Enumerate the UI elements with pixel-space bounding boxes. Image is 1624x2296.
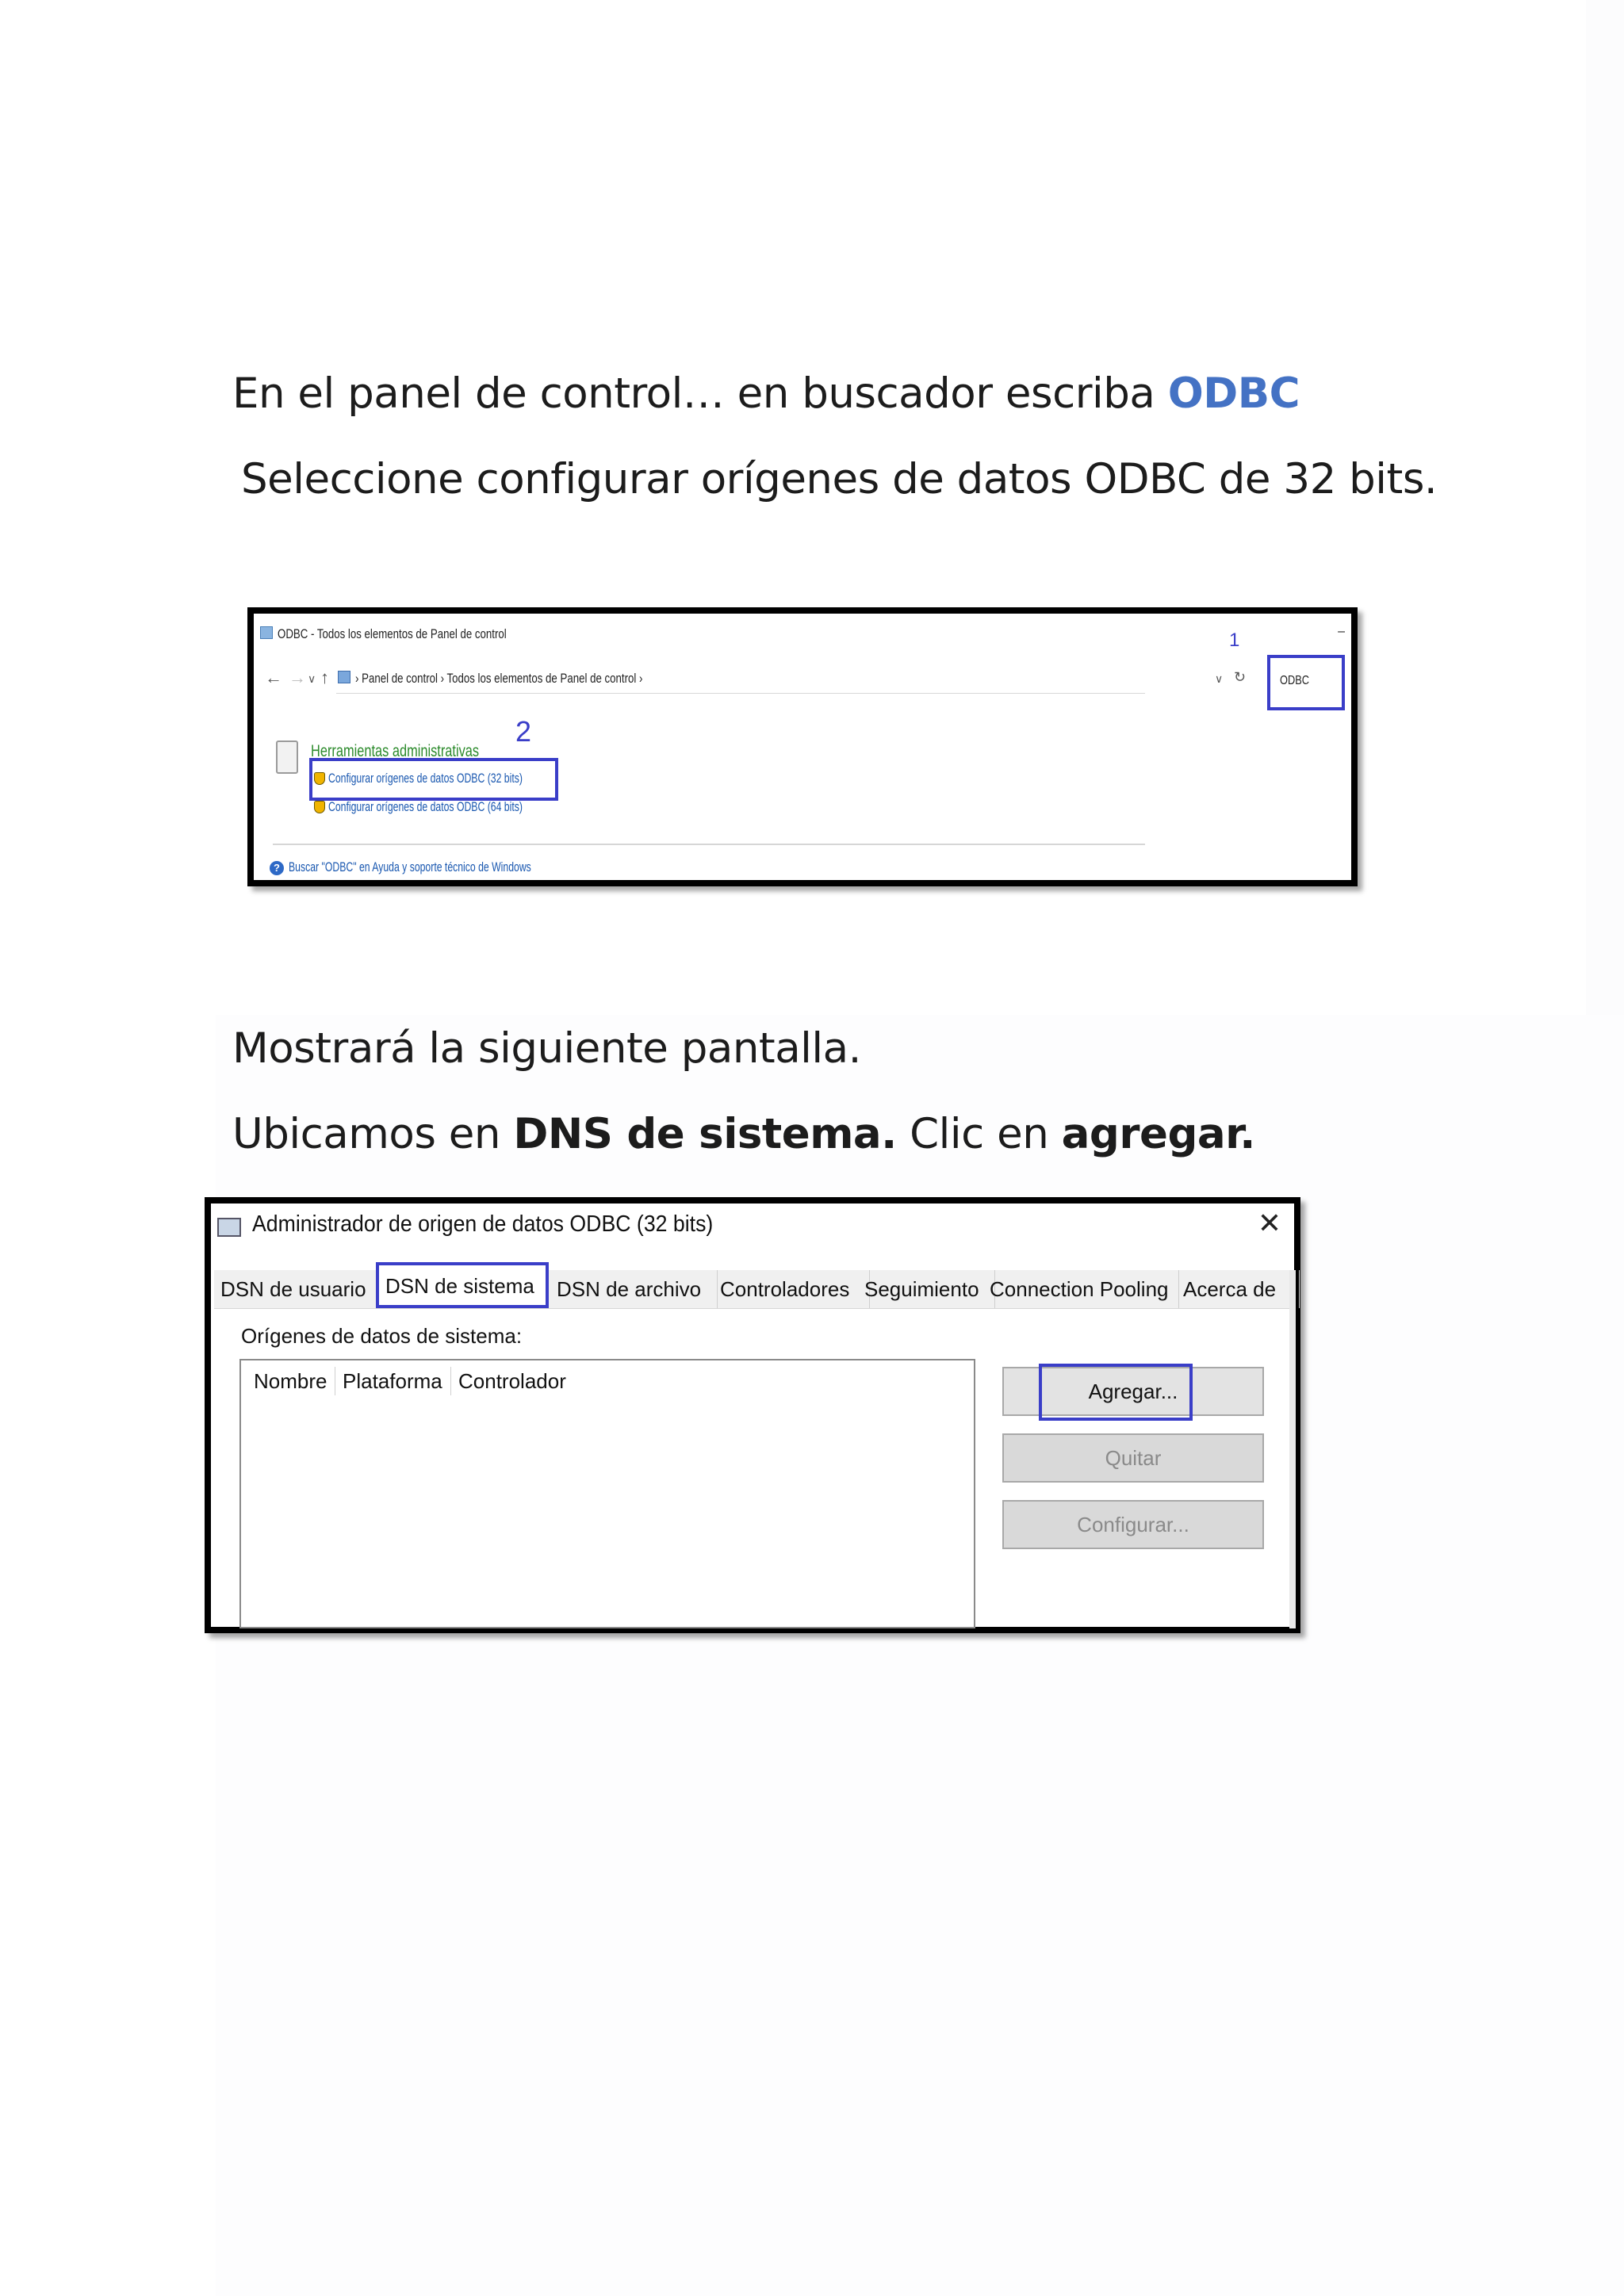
instruction-line-2: Seleccione configurar orígenes de datos ODBC de 32 bits.: [241, 455, 1438, 503]
control-panel-screenshot: [247, 607, 1358, 886]
tab-controladores[interactable]: Controladores: [714, 1270, 870, 1308]
system-data-sources-label: Orígenes de datos de sistema:: [241, 1324, 523, 1348]
tab-bar: [214, 1270, 1293, 1309]
forward-arrow-icon[interactable]: →: [289, 668, 306, 687]
instruction-line-1-text: En el panel de control… en buscador escriba: [232, 369, 1168, 418]
recent-locations-icon[interactable]: ∨: [308, 672, 316, 685]
search-input[interactable]: ODBC: [1280, 674, 1309, 687]
link-odbc-64-bits[interactable]: Configurar orígenes de datos ODBC (64 bits): [328, 799, 523, 814]
admin-tools-icon: [276, 740, 298, 774]
help-search-link[interactable]: Buscar "ODBC" en Ayuda y soporte técnico de Windows: [289, 859, 531, 874]
configure-button[interactable]: Configurar...: [1002, 1500, 1264, 1549]
instruction-agregar: agregar.: [1061, 1110, 1255, 1158]
up-arrow-icon[interactable]: ↑: [320, 668, 329, 687]
tab-dsn-archivo[interactable]: DSN de archivo: [550, 1270, 718, 1308]
tab-seguimiento[interactable]: Seguimiento: [858, 1270, 995, 1308]
odbc-dialog-screenshot: [205, 1197, 1300, 1633]
add-button-highlight-box: [1039, 1364, 1193, 1421]
instruction-line-4-prefix: Ubicamos en: [232, 1110, 514, 1158]
instruction-line-3: Mostrará la siguiente pantalla.: [232, 1024, 861, 1073]
close-icon[interactable]: ✕: [1257, 1207, 1281, 1239]
control-panel-app-icon: [260, 626, 273, 639]
instruction-line-1: [232, 369, 1300, 418]
search-highlight-box: [1267, 655, 1345, 710]
category-admin-tools[interactable]: Herramientas administrativas: [311, 742, 480, 760]
tab-connection-pooling[interactable]: Connection Pooling: [983, 1270, 1179, 1308]
link-odbc-32-bits[interactable]: Configurar orígenes de datos ODBC (32 bits): [328, 771, 523, 786]
back-arrow-icon[interactable]: ←: [265, 668, 282, 687]
refresh-icon[interactable]: ↻: [1234, 669, 1247, 685]
page-background-shade-right: [1586, 0, 1624, 1015]
address-dropdown-icon[interactable]: ∨: [1215, 672, 1224, 685]
tab-dsn-sistema[interactable]: DSN de sistema: [376, 1262, 549, 1308]
column-header-plataforma[interactable]: Plataforma: [335, 1367, 451, 1395]
instruction-line-4: [232, 1110, 1255, 1158]
help-icon: ?: [270, 861, 284, 875]
remove-button[interactable]: Quitar: [1002, 1433, 1264, 1483]
link-32-highlight-box: [309, 758, 558, 801]
odbc-keyword: ODBC: [1167, 369, 1300, 418]
control-panel-location-icon: [338, 671, 350, 683]
control-panel-window-title: ODBC - Todos los elementos de Panel de control: [278, 626, 507, 641]
data-sources-list[interactable]: [239, 1359, 975, 1628]
tab-dsn-usuario[interactable]: DSN de usuario: [214, 1270, 380, 1308]
column-header-nombre[interactable]: Nombre: [246, 1367, 335, 1395]
step-1-marker: 1: [1229, 629, 1240, 651]
column-header-controlador[interactable]: Controlador: [458, 1369, 566, 1393]
add-button[interactable]: Agregar...: [1002, 1367, 1264, 1416]
odbc-window-icon: [217, 1218, 241, 1237]
instruction-dsn-sistema: DNS de sistema.: [513, 1110, 897, 1158]
breadcrumb[interactable]: › Panel de control › Todos los elementos de Panel de control ›: [355, 671, 643, 686]
divider: [273, 844, 1145, 845]
shield-icon: [314, 801, 325, 813]
minimize-icon[interactable]: –: [1338, 625, 1345, 638]
odbc-dialog-title: Administrador de origen de datos ODBC (32 bits): [252, 1211, 714, 1237]
tab-acerca-de[interactable]: Acerca de: [1177, 1270, 1300, 1308]
instruction-line-4-mid: Clic en: [896, 1110, 1062, 1158]
dialog-right-edge: [1289, 1270, 1296, 1628]
step-2-marker: 2: [515, 715, 532, 748]
